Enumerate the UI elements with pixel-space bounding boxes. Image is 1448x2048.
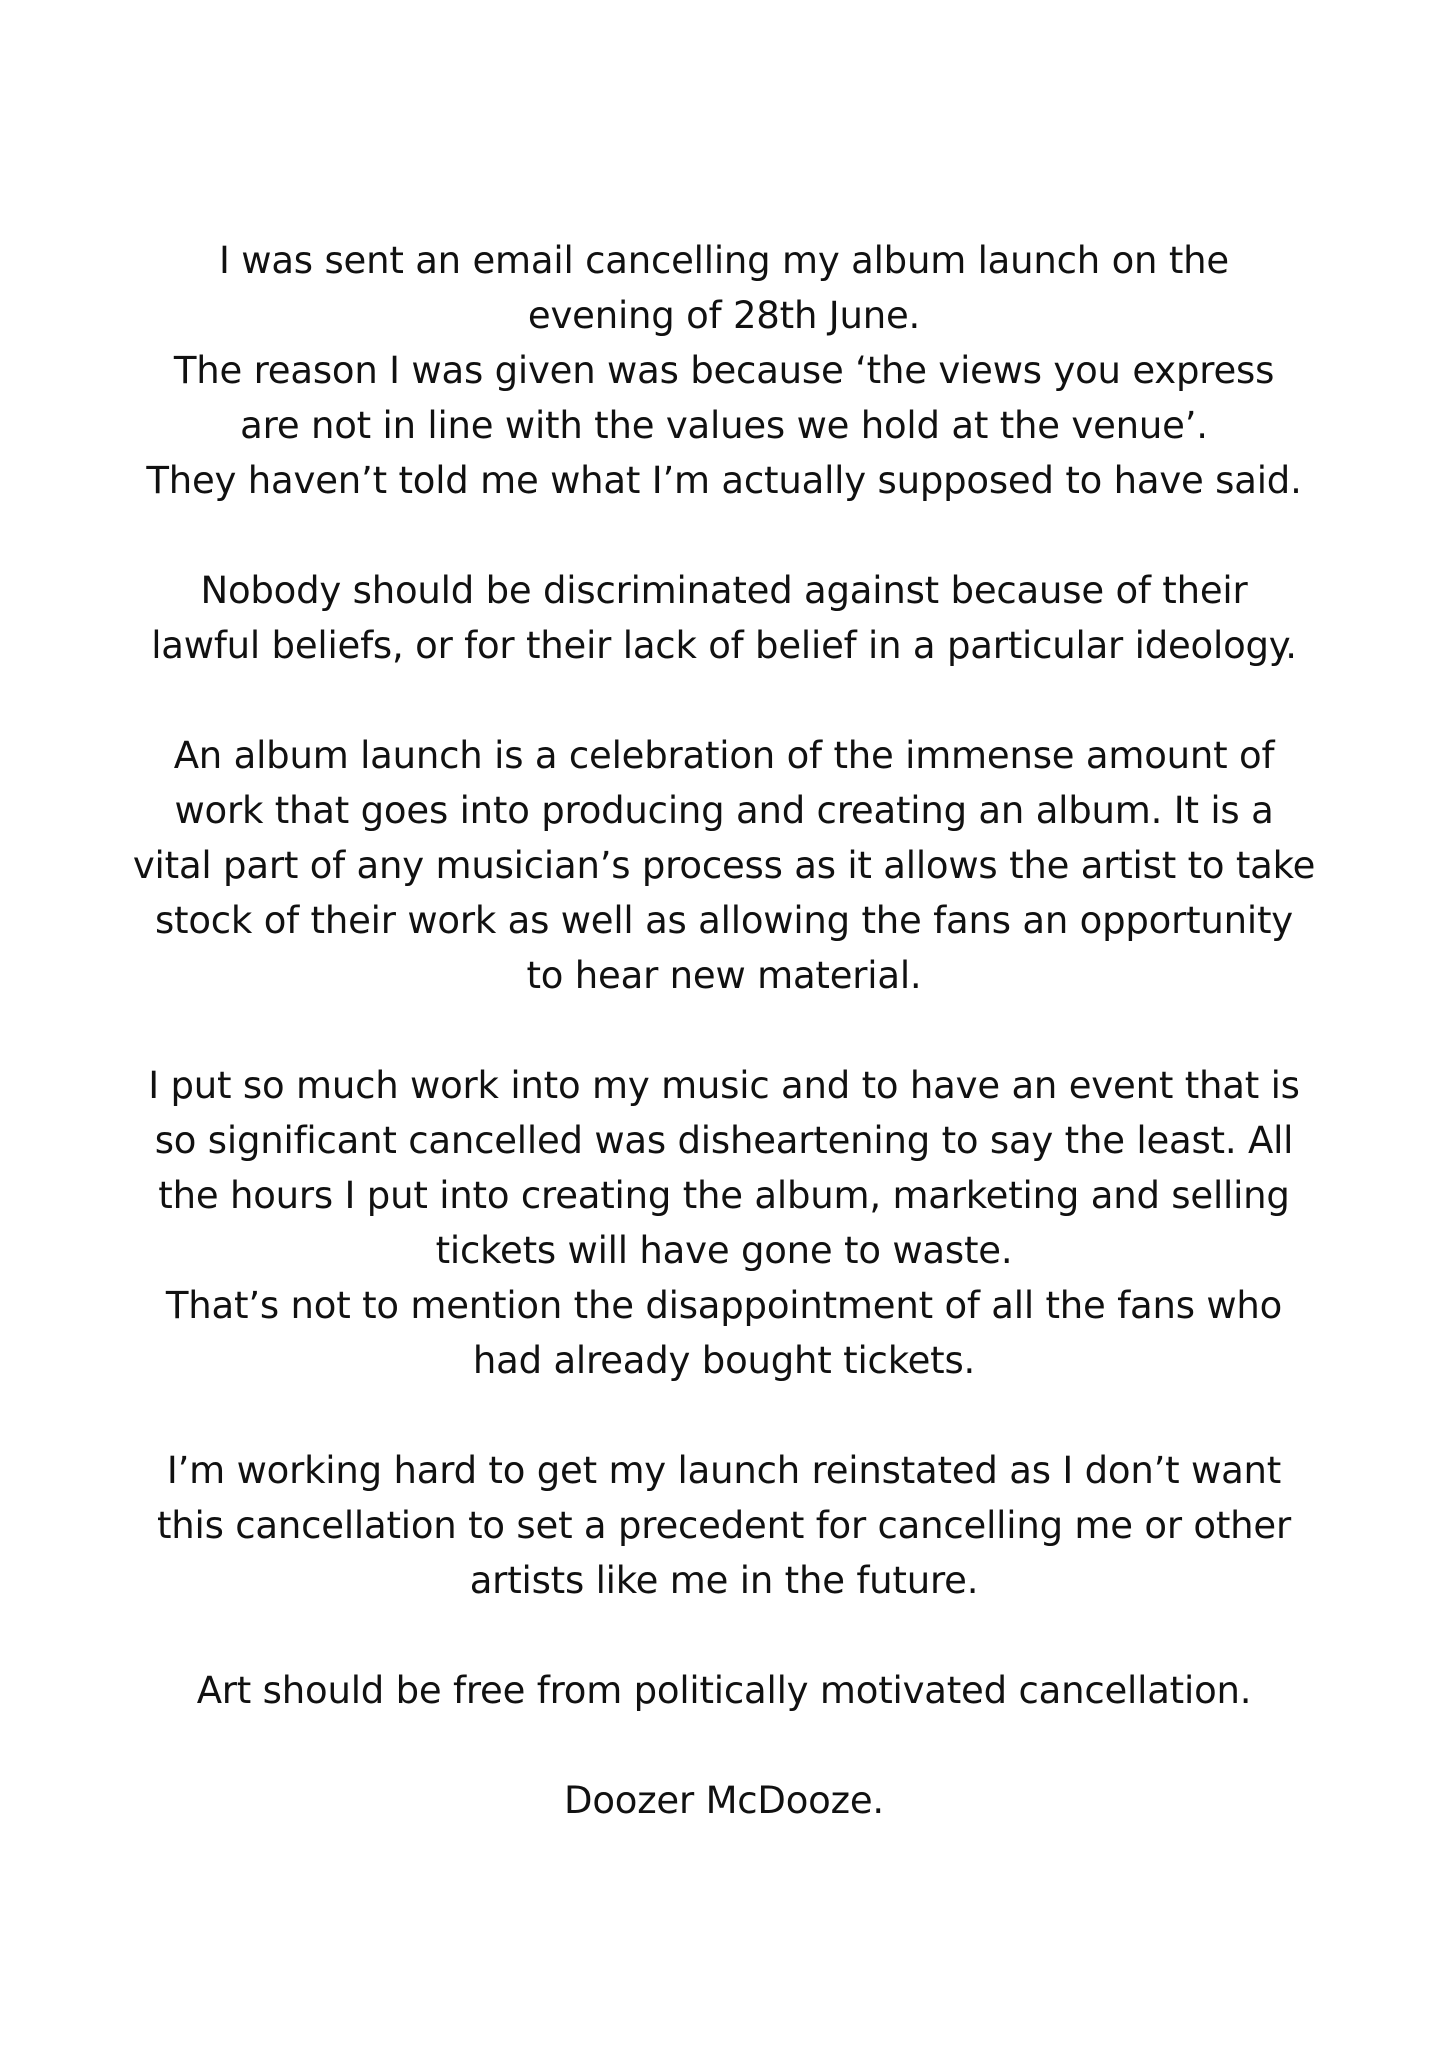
text-line: this cancellation to set a precedent for cancelling me or other	[157, 1504, 1291, 1547]
text-line: I’m working hard to get my launch reinstated as I don’t want	[166, 1449, 1282, 1492]
text-line: The reason I was given was because ‘the views you express	[173, 349, 1275, 392]
signature	[110, 1773, 1338, 1828]
text-line: An album launch is a celebration of the immense amount of	[173, 734, 1275, 777]
text-line: stock of their work as well as allowing the fans an opportunity	[154, 899, 1294, 942]
text-line: to hear new material.	[526, 954, 922, 997]
text-line: tickets will have gone to waste.	[435, 1229, 1013, 1272]
paragraph-art-free	[110, 1663, 1338, 1718]
text-line: They haven’t told me what I’m actually supposed to have said.	[146, 459, 1302, 502]
text-line: so significant cancelled was disheartening to say the least. All	[154, 1119, 1294, 1162]
text-line: evening of 28th June.	[527, 294, 921, 337]
text-line: I was sent an email cancelling my album launch on the	[219, 239, 1229, 282]
text-line: the hours I put into creating the album, marketing and selling	[158, 1174, 1290, 1217]
text-line: Art should be free from politically motivated cancellation.	[196, 1669, 1252, 1712]
text-line: are not in line with the values we hold at the venue’.	[240, 404, 1208, 447]
paragraph-album-launch	[110, 728, 1338, 1003]
text-line: vital part of any musician’s process as it allows the artist to take	[132, 844, 1316, 887]
paragraph-work-wasted	[110, 1058, 1338, 1388]
signature-text: Doozer McDooze.	[564, 1779, 884, 1822]
text-line: I put so much work into my music and to have an event that is	[148, 1064, 1300, 1107]
statement-body	[110, 233, 1338, 1828]
paragraph-reinstatement	[110, 1443, 1338, 1608]
text-line: Nobody should be discriminated against because of their	[200, 569, 1248, 612]
text-line: work that goes into producing and creating an album. It is a	[174, 789, 1274, 832]
paragraph-cancellation-notice	[110, 233, 1338, 508]
text-line: artists like me in the future.	[469, 1559, 979, 1602]
text-line: had already bought tickets.	[472, 1339, 976, 1382]
text-line: lawful beliefs, or for their lack of belief in a particular ideology.	[151, 624, 1297, 667]
text-line: That’s not to mention the disappointment of all the fans who	[165, 1284, 1283, 1327]
paragraph-discrimination	[110, 563, 1338, 673]
